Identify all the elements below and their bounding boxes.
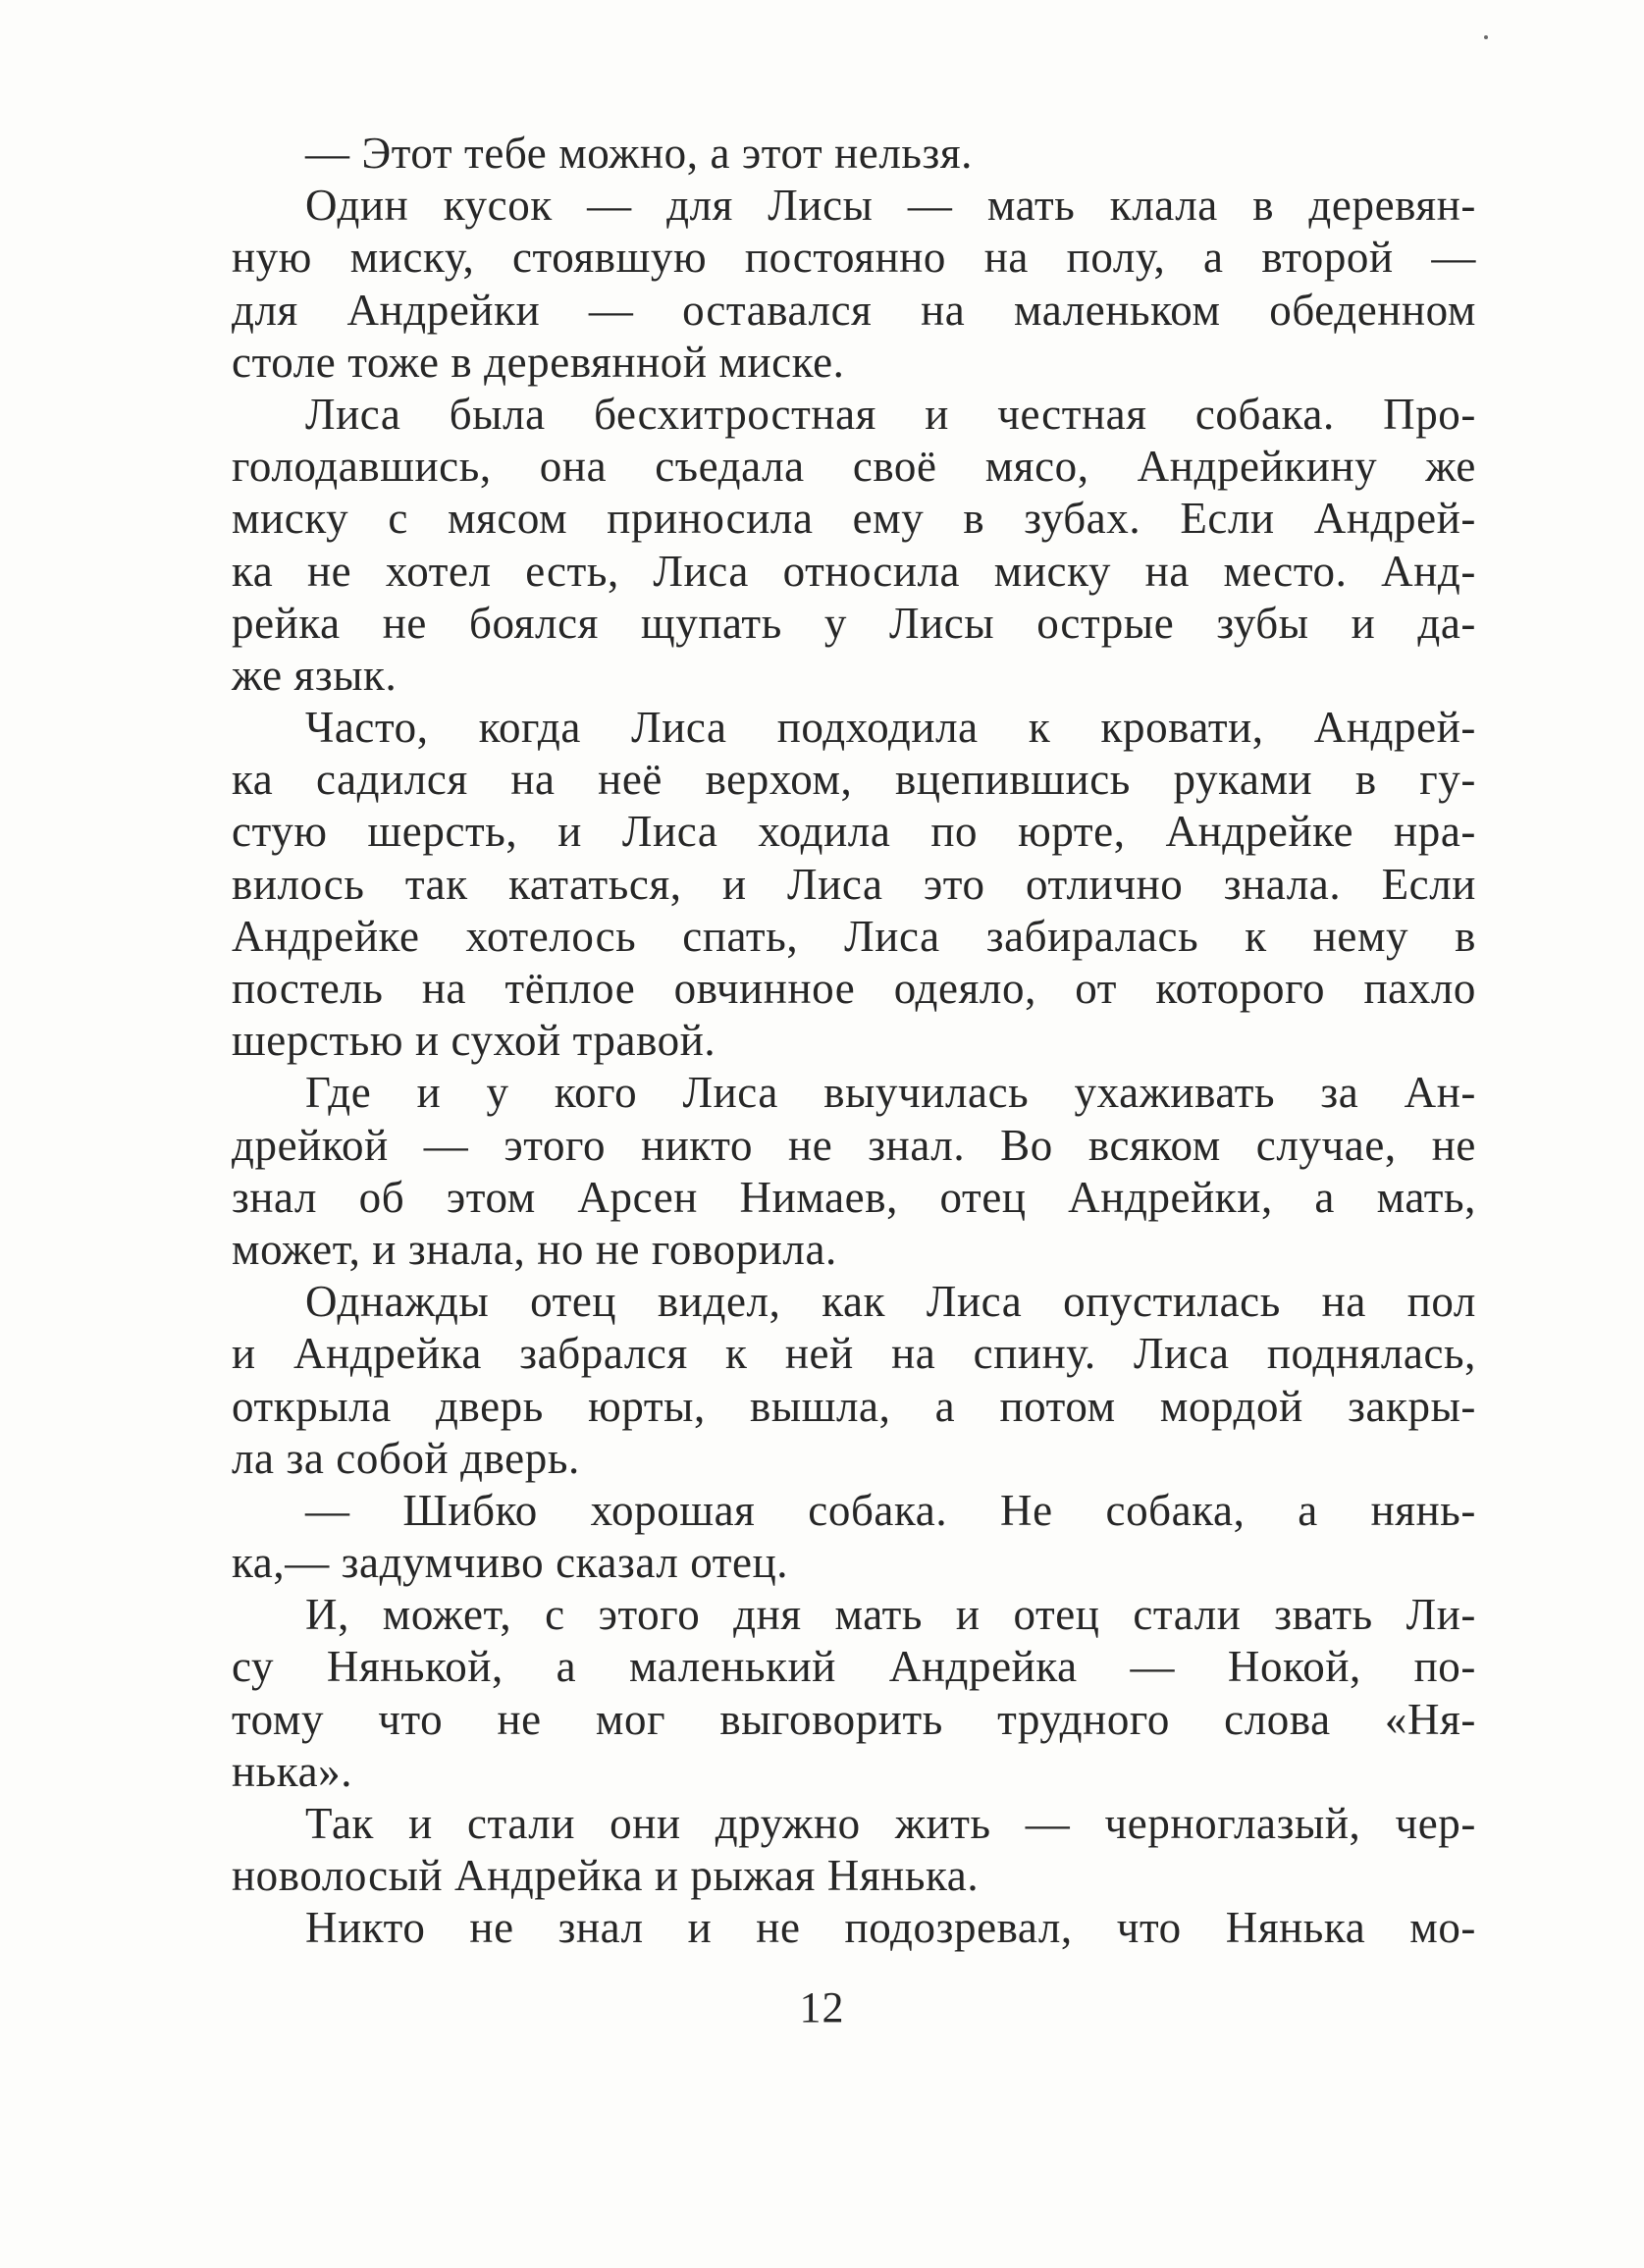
text-line: Лиса была бесхитростная и честная собака. Про- [305,389,1476,439]
text-line: Андрейке хотелось спать, Лиса забиралась к нему в [232,911,1476,961]
paragraph [232,1276,1476,1485]
text-line: И, может, с этого дня мать и отец стали звать Ли- [305,1590,1476,1640]
text-line: шерстью и сухой травой. [232,1016,716,1066]
text-line: же язык. [232,650,398,700]
text-line: дрейкой — этого никто не знал. Во всяком случае, не [232,1120,1476,1170]
page-number: 12 [799,1983,845,2031]
text-line: — Шибко хорошая собака. Не собака, а нянь- [305,1485,1476,1535]
text-line: открыла дверь юрты, вышла, а потом мордой закры- [232,1381,1476,1431]
text-line: тому что не мог выговорить трудного слова «Ня- [232,1694,1476,1744]
text-line: стую шерсть, и Лиса ходила по юрте, Андрейке нра- [232,807,1476,857]
text-line: Где и у кого Лиса выучилась ухаживать за Ан- [305,1068,1476,1118]
paragraph [232,702,1476,1067]
text-line: и Андрейка забрался к ней на спину. Лиса поднялась, [232,1329,1476,1379]
text-line: су Нянькой, а маленький Андрейка — Нокой, по- [232,1642,1476,1692]
text-line: вилось так кататься, и Лиса это отлично знала. Если [232,859,1476,909]
text-line: для Андрейки — оставался на маленьком обеденном [232,285,1476,335]
paragraph [232,1798,1476,1902]
text-line: ка,— задумчиво сказал отец. [232,1538,789,1588]
paragraph [232,180,1476,389]
text-line: Однажды отец видел, как Лиса опустилась на пол [305,1277,1476,1327]
text-line: может, и знала, но не говорила. [232,1224,837,1274]
paragraph [232,128,1476,180]
text-line: миску с мясом приносила ему в зубах. Если Андрей- [232,494,1476,544]
text-line: Так и стали они дружно жить — черноглазый, чер- [305,1799,1476,1848]
paragraph [232,1902,1476,1954]
text-line: столе тоже в деревянной миске. [232,337,845,387]
text-line: Часто, когда Лиса подходила к кровати, Андрей- [305,703,1476,753]
text-line: ную миску, стоявшую постоянно на полу, а второй — [232,233,1476,283]
text-line: рейка не боялся щупать у Лисы острые зубы и да- [232,598,1476,648]
body-text [232,128,1476,1955]
paragraph [232,1067,1476,1276]
text-line: — Этот тебе можно, а этот нельзя. [305,129,974,178]
text-line: постель на тёплое овчинное одеяло, от которого пахло [232,964,1476,1013]
text-line: Никто не знал и не подозревал, что Нянька мо- [305,1903,1476,1953]
text-line: ка не хотел есть, Лиса относила миску на место. Анд- [232,546,1476,596]
text-line: Один кусок — для Лисы — мать клала в деревян- [305,181,1476,231]
scan-speck [1484,35,1488,39]
text-line: нька». [232,1746,353,1796]
text-line: голодавшись, она съедала своё мясо, Андрейкину же [232,442,1476,492]
paragraph [232,389,1476,702]
text-line: ла за собой дверь. [232,1433,580,1483]
paragraph [232,1589,1476,1798]
paragraph [232,1485,1476,1589]
text-line: знал об этом Арсен Нимаев, отец Андрейки, а мать, [232,1172,1476,1222]
text-line: новолосый Андрейка и рыжая Нянька. [232,1851,980,1901]
text-line: ка садился на неё верхом, вцепившись руками в гу- [232,755,1476,805]
